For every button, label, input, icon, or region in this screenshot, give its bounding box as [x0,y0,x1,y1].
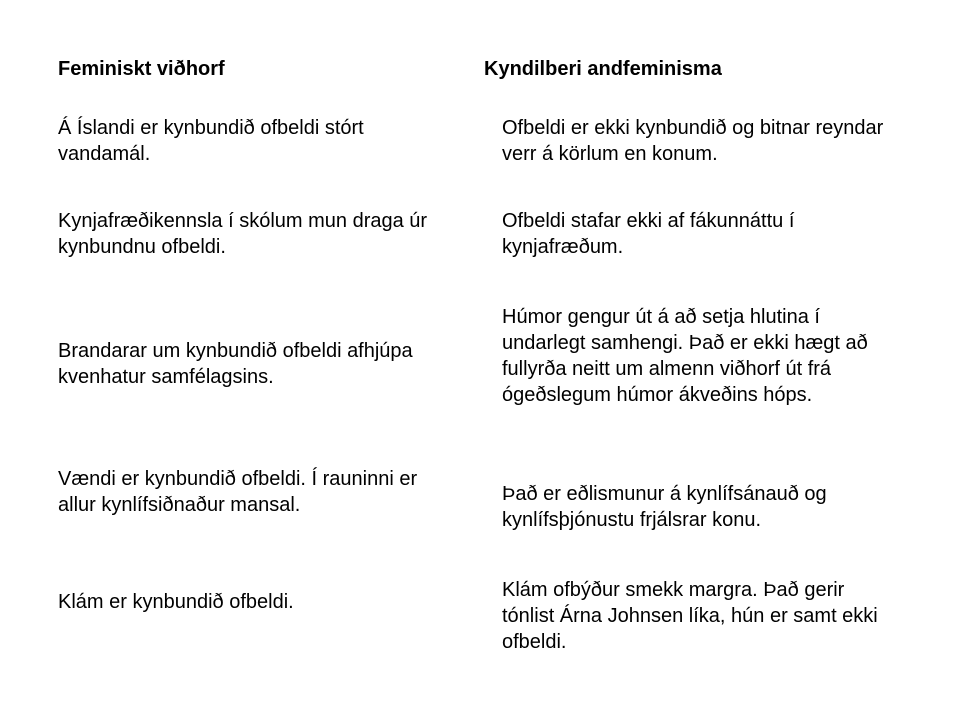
feminist-statement-3: Brandarar um kynbundið ofbeldi afhjúpa kvenhatur samfélagsins. [58,340,413,388]
antifeminist-statement-4: Það er eðlismunur á kynlífsánauð og kynlífsþjónustu frjálsrar konu. [502,483,827,531]
antifeminist-statement-5: Klám ofbýður smekk margra. Það gerir tónlist Árna Johnsen líka, hún er samt ekki ofbeldi. [502,579,878,653]
feminist-statement-5: Klám er kynbundið ofbeldi. [58,591,294,613]
antifeminist-view-heading: Kyndilberi andfeminisma [484,58,722,80]
antifeminist-statement-1: Ofbeldi er ekki kynbundið og bitnar reyndar verr á körlum en konum. [502,117,884,165]
feminist-view-heading: Feminiskt viðhorf [58,58,225,80]
feminist-statement-4: Vændi er kynbundið ofbeldi. Í rauninni er allur kynlífsiðnaður mansal. [58,468,418,516]
feminist-statement-1: Á Íslandi er kynbundið ofbeldi stórt vandamál. [58,117,364,165]
antifeminist-statement-2: Ofbeldi stafar ekki af fákunnáttu í kynjafræðum. [502,210,795,258]
antifeminist-statement-3: Húmor gengur út á að setja hlutina í undarlegt samhengi. Það er ekki hægt að fullyrða neitt um almenn viðhorf út frá ógeðslegum húmor ákveðins hóps. [502,306,868,406]
feminist-statement-2: Kynjafræðikennsla í skólum mun draga úr kynbundnu ofbeldi. [58,210,428,258]
